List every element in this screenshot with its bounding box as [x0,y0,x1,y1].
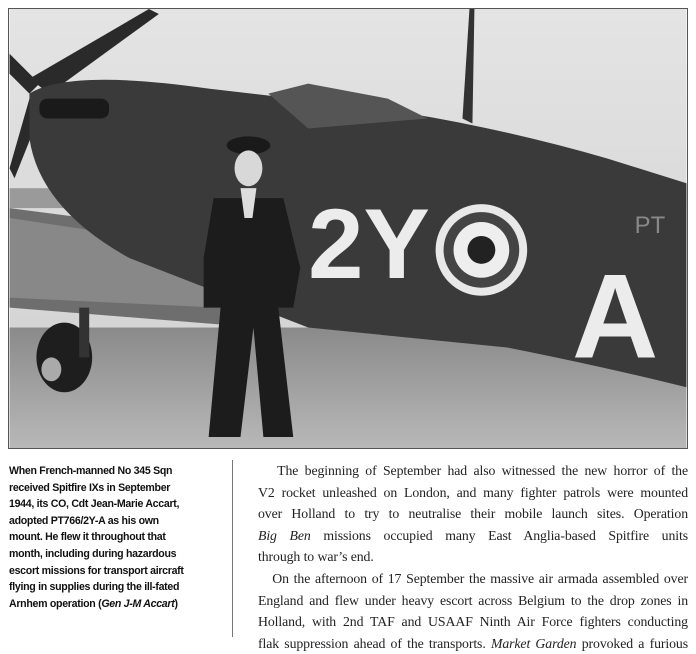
text-segment: England and flew under heavy escort across Belgium to the drop zones in [258,592,688,608]
text-segment: received Spitfire IXs in September [9,481,171,494]
text-segment: Arnhem operation ( [9,597,102,610]
photo-caption [9,463,227,612]
text-segment: flak suppression ahead of the transports. [258,635,491,651]
text-segment: month, including during hazardous [9,547,177,560]
italic-text: Market Garden [490,635,577,651]
body-line [258,568,688,590]
caption-line [9,563,227,580]
text-segment: The beginning of September had also witnessed the new horror of the [258,463,688,478]
body-line [258,633,688,654]
body-line [258,503,688,525]
code-letters: 2Y [308,188,430,300]
text-segment: Holland, with 2nd TAF and USAAF Ninth Air Force fighters conducting [258,614,688,630]
spitfire-photo [8,8,688,449]
text-segment: When French-manned No 345 Sqn [9,465,173,477]
serial-partial: PT [634,211,666,239]
text-segment: over Holland to try to neutralise their mobile launch sites. Operation [258,506,688,522]
text-segment: provoked a furious [576,635,688,651]
body-line [258,590,688,612]
caption-line [9,529,227,546]
body-line [258,546,688,568]
body-line [258,611,688,633]
aircraft-letter: A [571,250,659,384]
text-segment: mount. He flew it throughout that [9,531,166,544]
caption-line [9,463,227,480]
text-segment: flying in supplies during the ill-fated [9,581,180,594]
text-segment: V2 rocket unleashed on London, and many fighter patrols were mounted [258,484,688,500]
italic-text: Gen J-M Accart [101,597,175,610]
text-segment: escort missions for transport aircraft [9,564,184,577]
caption-line [9,596,227,613]
text-segment: 1944, its CO, Cdt Jean-Marie Accart, [9,498,180,511]
text-segment: ) [174,597,178,610]
caption-line [9,579,227,596]
body-line [258,525,688,547]
text-segment: through to war’s end. [258,549,374,565]
column-divider [232,460,233,637]
text-segment: On the afternoon of 17 September the massive air armada assembled over [258,570,688,586]
caption-line [9,480,227,497]
body-text [258,460,688,654]
caption-line [9,513,227,530]
body-line [258,460,688,482]
italic-text: Big Ben [258,527,311,543]
text-segment: missions occupied many East Anglia-based Spitfire units [310,527,688,543]
text-segment: adopted PT766/2Y-A as his own [9,514,159,527]
caption-line [9,546,227,563]
caption-line [9,496,227,513]
body-line [258,482,688,504]
photo-image [9,9,687,448]
